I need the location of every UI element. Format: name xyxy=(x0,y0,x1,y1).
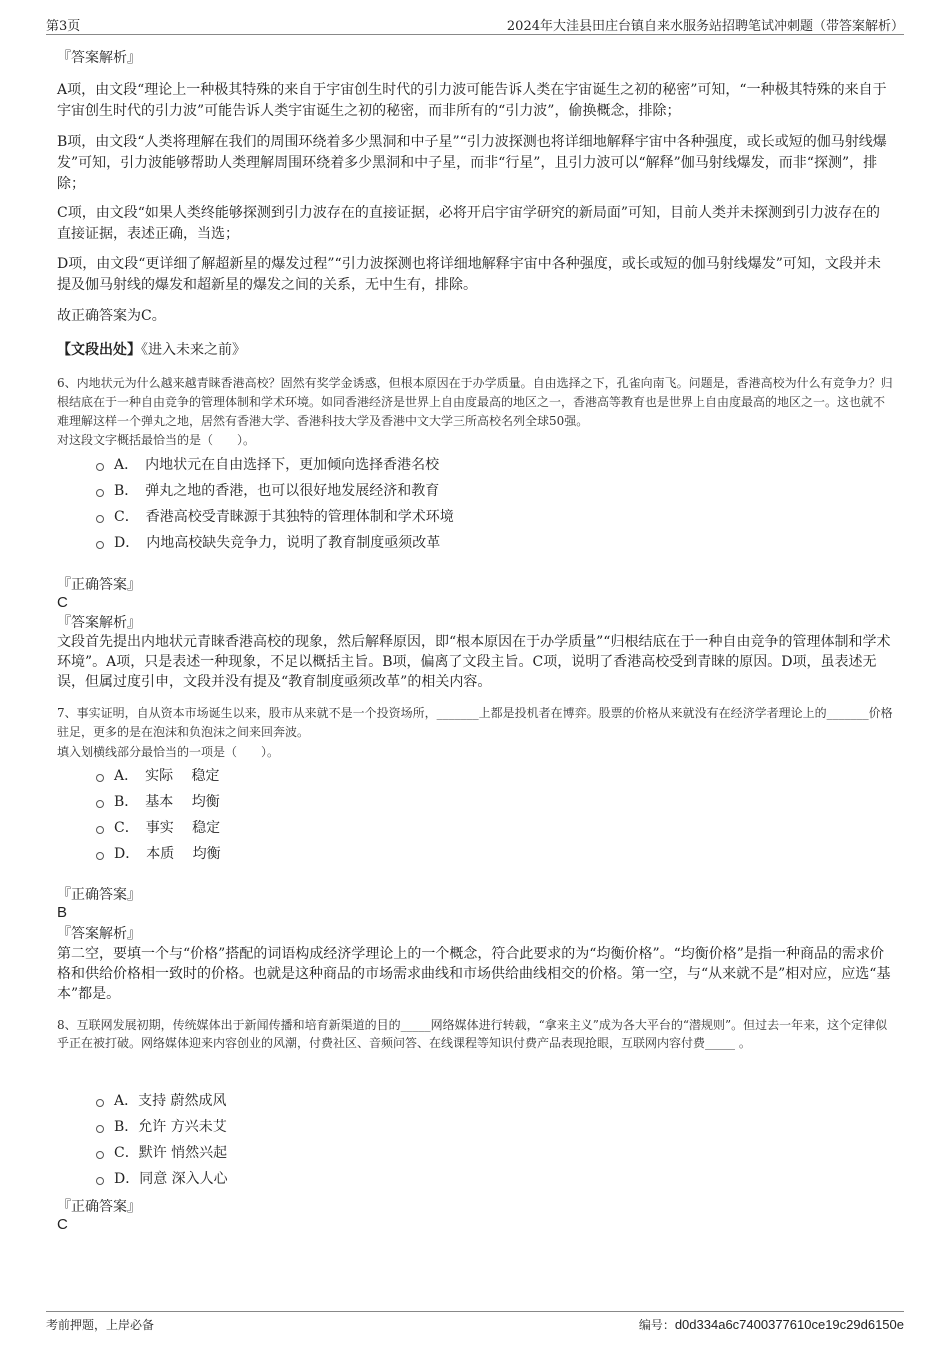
page-footer xyxy=(46,1311,904,1332)
q6-option-c[interactable]: C． 香港高校受青睐源于其独特的管理体制和学术环境 xyxy=(96,507,454,527)
document-code: 编号：d0d334a6c7400377610ce19c29d6150e xyxy=(638,1317,904,1332)
q6-analysis-title: 『答案解析』 xyxy=(57,615,141,631)
radio-icon[interactable] xyxy=(96,852,104,860)
q6-option-a[interactable]: A． 内地状元在自由选择下，更加倾向选择香港名校 xyxy=(96,455,439,475)
q6-analysis: 文段首先提出内地状元青睐香港高校的现象，然后解释原因，即“根本原因在于办学质量”“归根结底在于一种自由竞争的管理体制和学术环境”。A项，只是表述一种现象，不足以概括主旨。B项，偏离了文段主旨。C项，说明了香港高校受到青睐的原因。D项，虽表述无误，但属过度引申，文段并没有提及“教育制度亟须改革”的相关内容。 xyxy=(57,634,891,690)
q5-analysis-b: B项，由文段“人类将理解在我们的周围环绕着多少黑洞和中子星”“引力波探测也将详细地解释宇宙中各种强度，或长或短的伽马射线爆发”可知，引力波能够帮助人类理解周围环绕着多少黑洞和中子星，而非“行星”，且引力波可以“解释”伽马射线爆发，而非“探测”，排除； xyxy=(57,134,887,192)
q7-option-a[interactable]: A． 实际 稳定 xyxy=(96,766,220,786)
radio-icon[interactable] xyxy=(96,463,104,471)
q7-analysis: 第二空，要填一个与“价格”搭配的词语构成经济学理论上的一个概念，符合此要求的为“均衡价格”。“均衡价格”是指一种商品的需求价格和供给价格相一致时的价格。也就是这种商品的市场需求曲线和市场供给曲线相交的价格。第一空，与“从来就不是”相对应，应选“基本”都是。 xyxy=(57,946,891,1002)
page-number: 第3页 xyxy=(46,19,81,34)
q6-option-d[interactable]: D． 内地高校缺失竞争力，说明了教育制度亟须改革 xyxy=(96,533,440,553)
q5-source-title: 《进入未来之前》 xyxy=(141,342,246,358)
q8-option-d[interactable]: D．同意 深入人心 xyxy=(96,1169,228,1189)
radio-icon[interactable] xyxy=(96,541,104,549)
radio-icon[interactable] xyxy=(96,800,104,808)
q6-answer: C xyxy=(57,594,68,611)
q7-option-d[interactable]: D． 本质 均衡 xyxy=(96,844,221,864)
q7-answer: B xyxy=(57,904,68,921)
radio-icon[interactable] xyxy=(96,1151,104,1159)
q5-analysis-c: C项，由文段“如果人类终能够探测到引力波存在的直接证据，必将开启宇宙学研究的新局面”可知，目前人类并未探测到引力波存在的直接证据，表述正确，当选； xyxy=(57,205,881,242)
q6-answer-title: 『正确答案』 xyxy=(57,577,141,593)
document-title: 2024年大洼县田庄台镇自来水服务站招聘笔试冲刺题（带答案解析） xyxy=(506,19,904,34)
q8-answer-title: 『正确答案』 xyxy=(57,1199,141,1215)
q8-option-b[interactable]: B．允许 方兴未艾 xyxy=(96,1117,227,1137)
radio-icon[interactable] xyxy=(96,1125,104,1133)
q8-stem: 8、互联网发展初期，传统媒体出于新闻传播和培育新渠道的目的_____网络媒体进行转载，“拿来主义”成为各大平台的“潜规则”。但过去一年来，这个定律似乎正在被打破。网络媒体迎来内容创业的风潮，付费社区、音频问答、在线课程等知识付费产品表现抢眼，互联网内容付费_____ 。 xyxy=(57,1018,888,1050)
q7-option-b[interactable]: B． 基本 均衡 xyxy=(96,792,220,812)
radio-icon[interactable] xyxy=(96,1099,104,1107)
radio-icon[interactable] xyxy=(96,515,104,523)
q7-stem: 7、事实证明，自从资本市场诞生以来，股市从来就不是一个投资场所，_______上都是投机者在博弈。股票的价格从来就没有在经济学者理论上的_______价格驻足，更多的是在泡沫和负泡沫之间来回奔波。 xyxy=(57,706,893,739)
q8-option-a[interactable]: A．支持 蔚然成风 xyxy=(96,1091,227,1111)
q7-prompt: 填入划横线部分最恰当的一项是（ ）。 xyxy=(57,745,280,759)
q8-option-c[interactable]: C．默许 悄然兴起 xyxy=(96,1143,227,1163)
q5-source xyxy=(57,340,893,361)
radio-icon[interactable] xyxy=(96,1177,104,1185)
q6-option-b[interactable]: B． 弹丸之地的香港，也可以很好地发展经济和教育 xyxy=(96,481,439,501)
q5-analysis-d: D项，由文段“更详细了解超新星的爆发过程”“引力波探测也将详细地解释宇宙中各种强度，或长或短的伽马射线爆发”可知，文段并未提及伽马射线的爆发和超新星的爆发之间的关系，无中生有，排除。 xyxy=(57,256,881,293)
q5-analysis-a: A项，由文段“理论上一种极其特殊的来自于宇宙创生时代的引力波可能告诉人类在宇宙诞生之初的秘密”可知，“一种极其特殊的来自于宇宙创生时代的引力波”可能告诉人类宇宙诞生之初的秘密，而非所有的“引力波”，偷换概念，排除； xyxy=(57,82,887,119)
q6-stem: 6、内地状元为什么越来越青睐香港高校？固然有奖学金诱惑，但根本原因在于办学质量。自由选择之下，孔雀向南飞。问题是，香港高校为什么有竞争力？归根结底在于一种自由竞争的管理体制和学术环境。如同香港经济是世界上自由度最高的地区之一，香港高等教育也是世界上自由度最高的地区之一。这也就不难理解这样一个弹丸之地，居然有香港大学、香港科技大学及香港中文大学三所高校名列全球50强。 xyxy=(57,376,893,428)
q5-conclusion: 故正确答案为C。 xyxy=(57,308,166,324)
radio-icon[interactable] xyxy=(96,826,104,834)
q8-answer: C xyxy=(57,1216,68,1233)
page-header xyxy=(46,12,904,35)
footer-slogan: 考前押题，上岸必备 xyxy=(46,1318,155,1332)
radio-icon[interactable] xyxy=(96,774,104,782)
q7-option-c[interactable]: C． 事实 稳定 xyxy=(96,818,220,838)
q5-source-label: 【文段出处】 xyxy=(57,342,141,358)
q6-prompt: 对这段文字概括最恰当的是（ ）。 xyxy=(57,433,256,447)
radio-icon[interactable] xyxy=(96,489,104,497)
q7-answer-title: 『正确答案』 xyxy=(57,887,141,903)
q5-analysis-title: 『答案解析』 xyxy=(57,50,141,66)
q7-analysis-title: 『答案解析』 xyxy=(57,926,141,942)
